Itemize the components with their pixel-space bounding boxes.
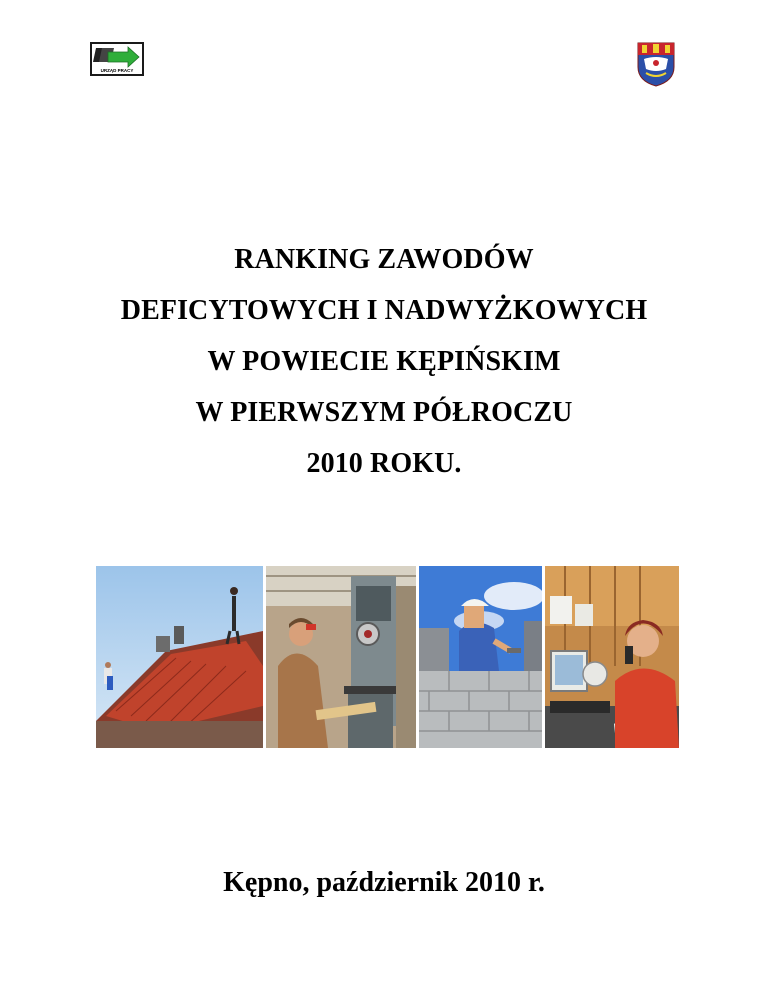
urzad-pracy-text: URZĄD PRACY <box>100 68 134 73</box>
bricklayer-photo <box>419 566 542 748</box>
title-line-5: 2010 ROKU. <box>306 448 462 479</box>
place-date: Kępno, październik 2010 r. <box>223 867 545 898</box>
title-line-2: DEFICYTOWYCH I NADWYŻKOWYCH <box>120 295 648 326</box>
document-title <box>0 246 768 501</box>
title-line-4: W PIERWSZYM PÓŁROCZU <box>195 397 573 428</box>
woodworker-photo <box>266 566 416 748</box>
photo-collage <box>96 566 679 748</box>
urzad-pracy-logo <box>90 42 144 76</box>
title-line-1: RANKING ZAWODÓW <box>234 244 534 275</box>
coat-of-arms-icon <box>636 41 676 87</box>
title-line-3: W POWIECIE KĘPIŃSKIM <box>207 346 561 377</box>
office-worker-photo <box>545 566 679 748</box>
roofer-photo <box>96 566 263 748</box>
